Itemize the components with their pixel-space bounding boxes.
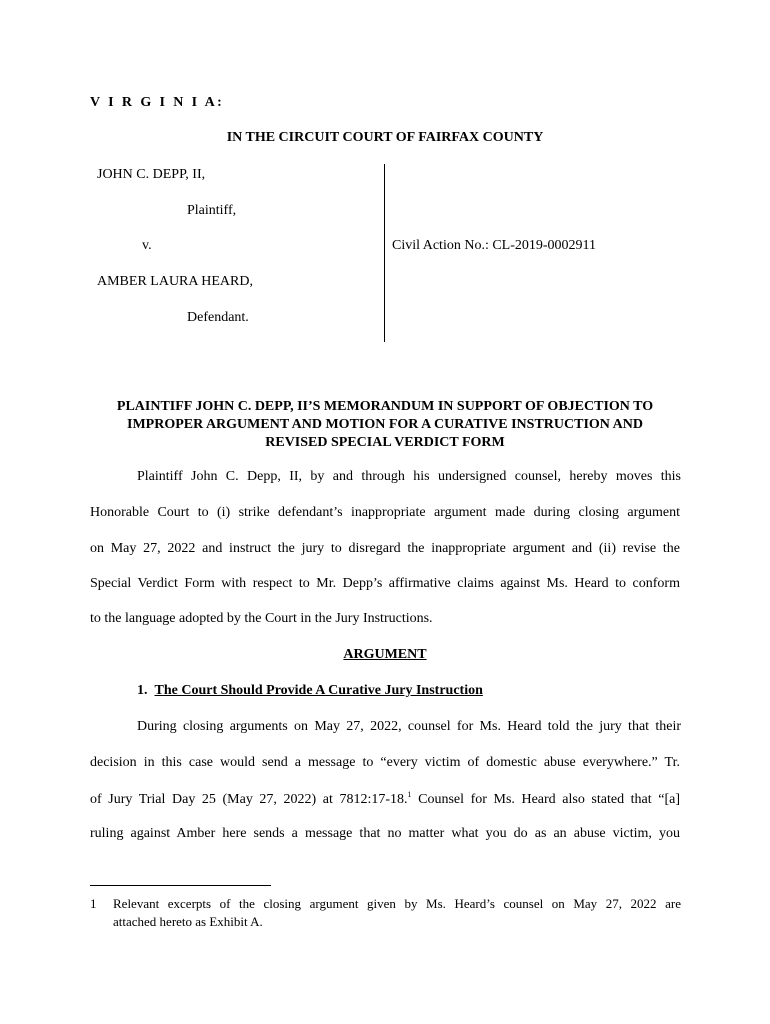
section-1-number: 1.: [137, 683, 148, 698]
court-heading: IN THE CIRCUIT COURT OF FAIRFAX COUNTY: [226, 130, 544, 145]
intro-line-5: to the language adopted by the Court in the Jury Instructions.: [90, 611, 433, 626]
footnote-line-2: attached hereto as Exhibit A.: [113, 914, 263, 929]
argument-line-4: ruling against Amber here sends a message that no matter what you do as an abuse victim, you: [90, 826, 680, 841]
argument-heading: ARGUMENT: [343, 647, 427, 662]
argument-line-3-b: Counsel for Ms. Heard also stated that “[a]: [411, 792, 680, 807]
footnote-rule: [90, 885, 271, 886]
intro-line-3: on May 27, 2022 and instruct the jury to disregard the inappropriate argument and (ii) revise the: [90, 541, 680, 556]
plaintiff-name: JOHN C. DEPP, II,: [97, 167, 206, 182]
defendant-name: AMBER LAURA HEARD,: [97, 274, 253, 289]
footnote-reference[interactable]: 1: [407, 790, 412, 799]
plaintiff-role: Plaintiff,: [187, 203, 237, 218]
footnote-line-1: Relevant excerpts of the closing argument given by Ms. Heard’s counsel on May 27, 2022 are: [113, 896, 681, 911]
title-line-1: PLAINTIFF JOHN C. DEPP, II’S MEMORANDUM IN SUPPORT OF OBJECTION TO: [116, 399, 654, 414]
versus: v.: [142, 238, 152, 253]
intro-line-1: Plaintiff John C. Depp, II, by and through his undersigned counsel, hereby moves this: [137, 469, 681, 484]
argument-line-1: During closing arguments on May 27, 2022, counsel for Ms. Heard told the jury that their: [137, 719, 681, 734]
state-heading: V I R G I N I A:: [90, 95, 225, 110]
section-1-heading: [137, 683, 483, 699]
section-1-title: The Court Should Provide A Curative Jury Instruction: [154, 683, 483, 698]
footnote-number: 1: [90, 896, 97, 911]
title-line-3: REVISED SPECIAL VERDICT FORM: [265, 435, 505, 450]
title-line-2: IMPROPER ARGUMENT AND MOTION FOR A CURATIVE INSTRUCTION AND: [127, 417, 643, 432]
argument-line-3-a: of Jury Trial Day 25 (May 27, 2022) at 7812:17-18.: [90, 792, 408, 807]
intro-line-4: Special Verdict Form with respect to Mr. Depp’s affirmative claims against Ms. Heard to conform: [90, 576, 680, 591]
argument-line-2: decision in this case would send a message to “every victim of domestic abuse everywhere.” Tr.: [90, 755, 680, 770]
defendant-role: Defendant.: [187, 310, 249, 325]
document-title: [60, 398, 710, 452]
argument-line-3: [90, 790, 680, 808]
case-number: Civil Action No.: CL-2019-0002911: [392, 238, 597, 253]
caption-divider: [384, 164, 385, 342]
intro-line-2: Honorable Court to (i) strike defendant’s inappropriate argument made during closing argument: [90, 505, 680, 520]
